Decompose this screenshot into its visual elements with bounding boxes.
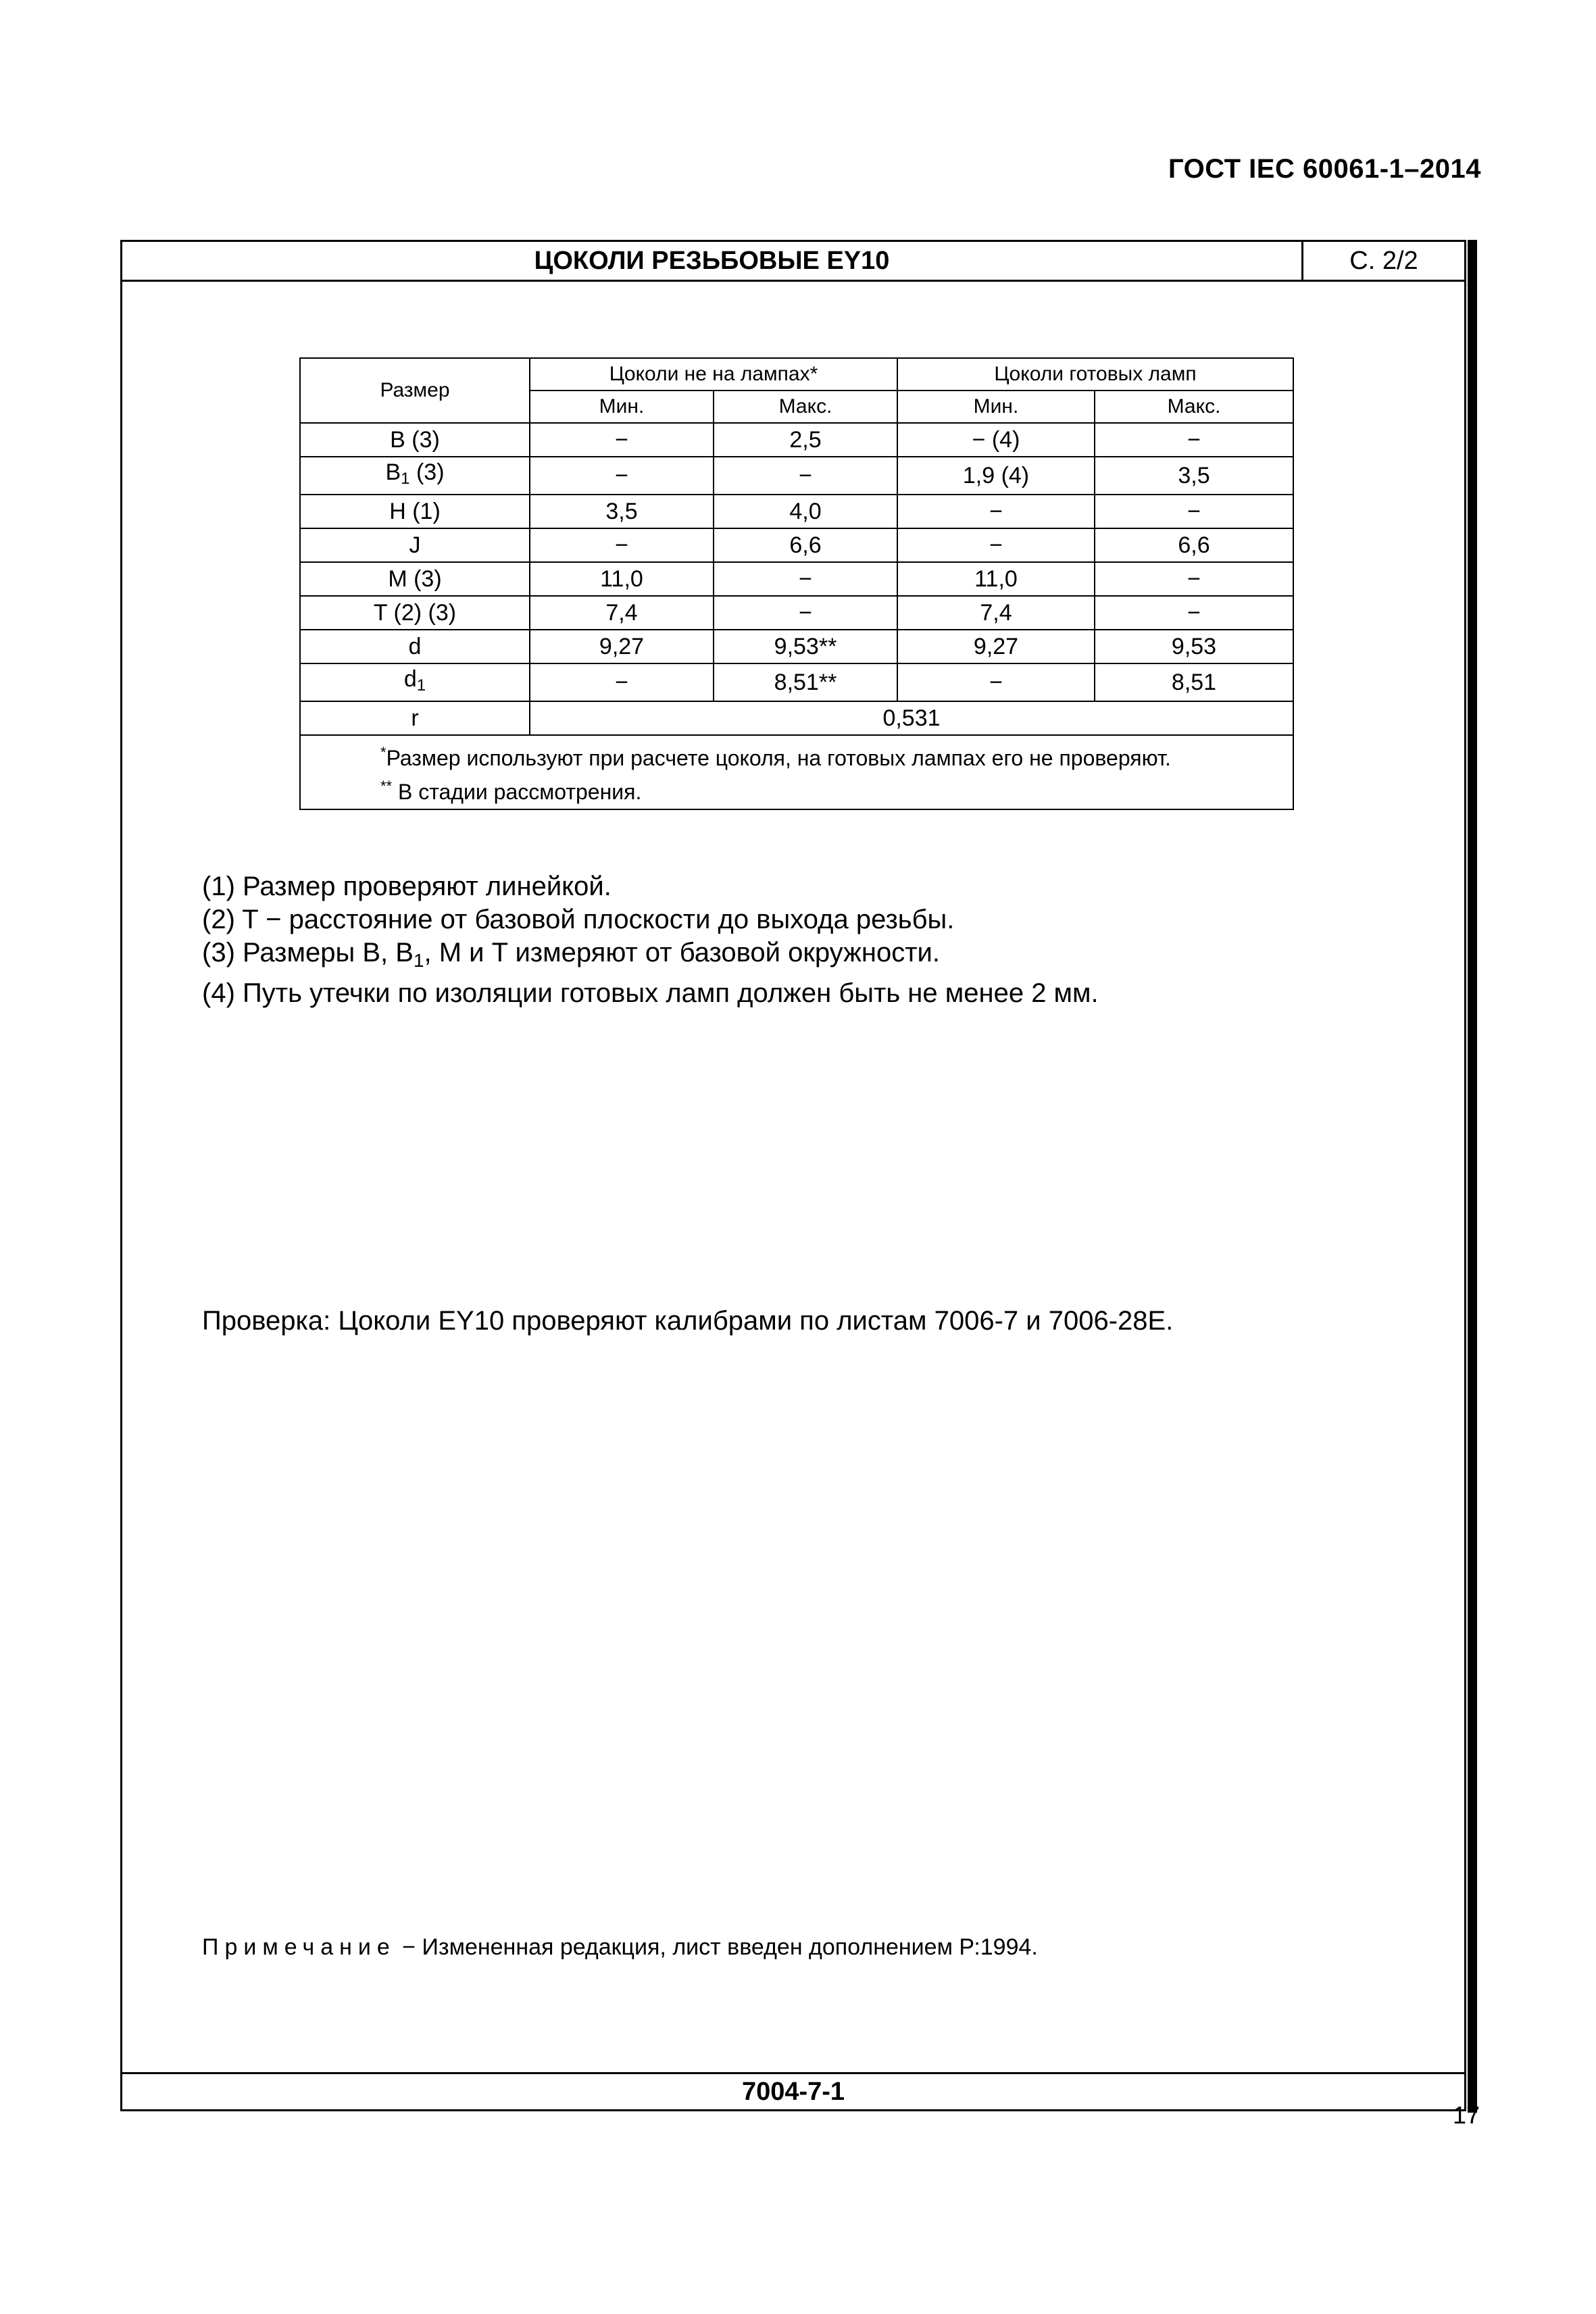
table-cell: 7,4 [897,596,1095,630]
sheet-title: ЦОКОЛИ РЕЗЬБОВЫЕ EY10 [122,242,1303,280]
verification-text: Проверка: Цоколи EY10 проверяют калибрами по листам 7006-7 и 7006-28E. [202,1306,1174,1336]
table-row [300,630,1293,663]
table-row [300,423,1293,457]
table-cell: 9,27 [897,630,1095,663]
row-label [300,663,530,701]
table-cell: − (4) [897,423,1095,457]
sheet-header [122,242,1464,282]
column-group-unmounted: Цоколи не на лампах* [530,358,897,391]
table-cell: − [714,562,897,596]
column-header-min: Мин. [530,391,714,423]
table-header-row [300,358,1293,391]
note-1: (1) Размер проверяют линейкой. [202,872,612,901]
table-row-r [300,701,1293,735]
note-3-part-b: , M и T измеряют от базовой окружности. [424,938,940,967]
table-cell: 11,0 [530,562,714,596]
column-header-min: Мин. [897,391,1095,423]
table-cell: − [714,596,897,630]
table-cell: 3,5 [530,495,714,528]
table-cell: − [714,457,897,495]
table-cell: 8,51 [1095,663,1293,701]
table-cell: 8,51** [714,663,897,701]
footnote-2-text: В стадии рассмотрения. [392,780,642,804]
table-cell: 9,53** [714,630,897,663]
table-row [300,562,1293,596]
table-cell: 6,6 [1095,528,1293,562]
note-3-subscript: 1 [413,950,424,971]
table-footnotes-row [300,735,1293,809]
row-label-subscript: 1 [416,676,426,695]
table-cell: 1,9 (4) [897,457,1095,495]
footnote-1-mark: * [380,744,386,761]
table-footnotes [300,735,1293,809]
footnote-2-mark: ** [380,778,393,795]
table-row [300,596,1293,630]
table-row [300,495,1293,528]
frame-shadow-bar [1468,240,1477,2113]
table-cell: − [897,495,1095,528]
table-cell: − [1095,596,1293,630]
row-label: B (3) [300,423,530,457]
row-label-main: B [385,459,401,485]
footnote-1 [380,738,1293,772]
table-row [300,528,1293,562]
table-row [300,457,1293,495]
sheet-number: 7004-7-1 [122,2072,1464,2109]
table-cell: − [530,663,714,701]
remark-label: Примечание [202,1934,396,1960]
table-cell: 7,4 [530,596,714,630]
row-label: r [300,701,530,735]
table-cell: 4,0 [714,495,897,528]
r-value-cell: 0,531 [530,701,1293,735]
table-cell: − [530,423,714,457]
footnote-2 [380,772,1293,806]
row-label-main: d [403,666,417,692]
note-3 [202,936,1099,977]
row-label: d [300,630,530,663]
table-cell: − [897,528,1095,562]
table-row [300,663,1293,701]
column-header-max: Макс. [1095,391,1293,423]
table-cell: 11,0 [897,562,1095,596]
note-3-part-a: (3) Размеры B, B [202,938,414,967]
table-cell: − [530,457,714,495]
table-cell: − [530,528,714,562]
footnote-1-text: Размер используют при расчете цоколя, на готовых лампах его не проверяют. [386,746,1171,770]
column-header-max: Макс. [714,391,897,423]
column-group-finished-lamps: Цоколи готовых ламп [897,358,1293,391]
row-label-rest: (3) [409,459,445,485]
row-label: H (1) [300,495,530,528]
remark-text: − Измененная редакция, лист введен дополнением Р:1994. [395,1934,1038,1960]
row-label: T (2) (3) [300,596,530,630]
sheet-page-indicator: С. 2/2 [1349,247,1418,275]
table-cell: − [1095,495,1293,528]
standard-code: ГОСТ IEC 60061-1–2014 [1168,154,1481,184]
sheet-frame [120,240,1466,2111]
column-header-size: Размер [300,358,530,423]
note-2: (2) T − расстояние от базовой плоскости до выхода резьбы. [202,905,955,934]
remark-note [202,1934,1038,1961]
table-cell: 6,6 [714,528,897,562]
table-cell: 9,53 [1095,630,1293,663]
row-label-subscript: 1 [401,470,410,488]
dimensions-table [299,357,1294,810]
table-cell: − [897,663,1095,701]
dimension-notes [202,870,1099,1010]
row-label: J [300,528,530,562]
table-cell: 3,5 [1095,457,1293,495]
row-label [300,457,530,495]
note-4: (4) Путь утечки по изоляции готовых ламп должен быть не менее 2 мм. [202,978,1099,1008]
row-label: M (3) [300,562,530,596]
table-cell: 9,27 [530,630,714,663]
table-cell: − [1095,562,1293,596]
page-number: 17 [1452,2101,1480,2129]
table-cell: 2,5 [714,423,897,457]
table-cell: − [1095,423,1293,457]
